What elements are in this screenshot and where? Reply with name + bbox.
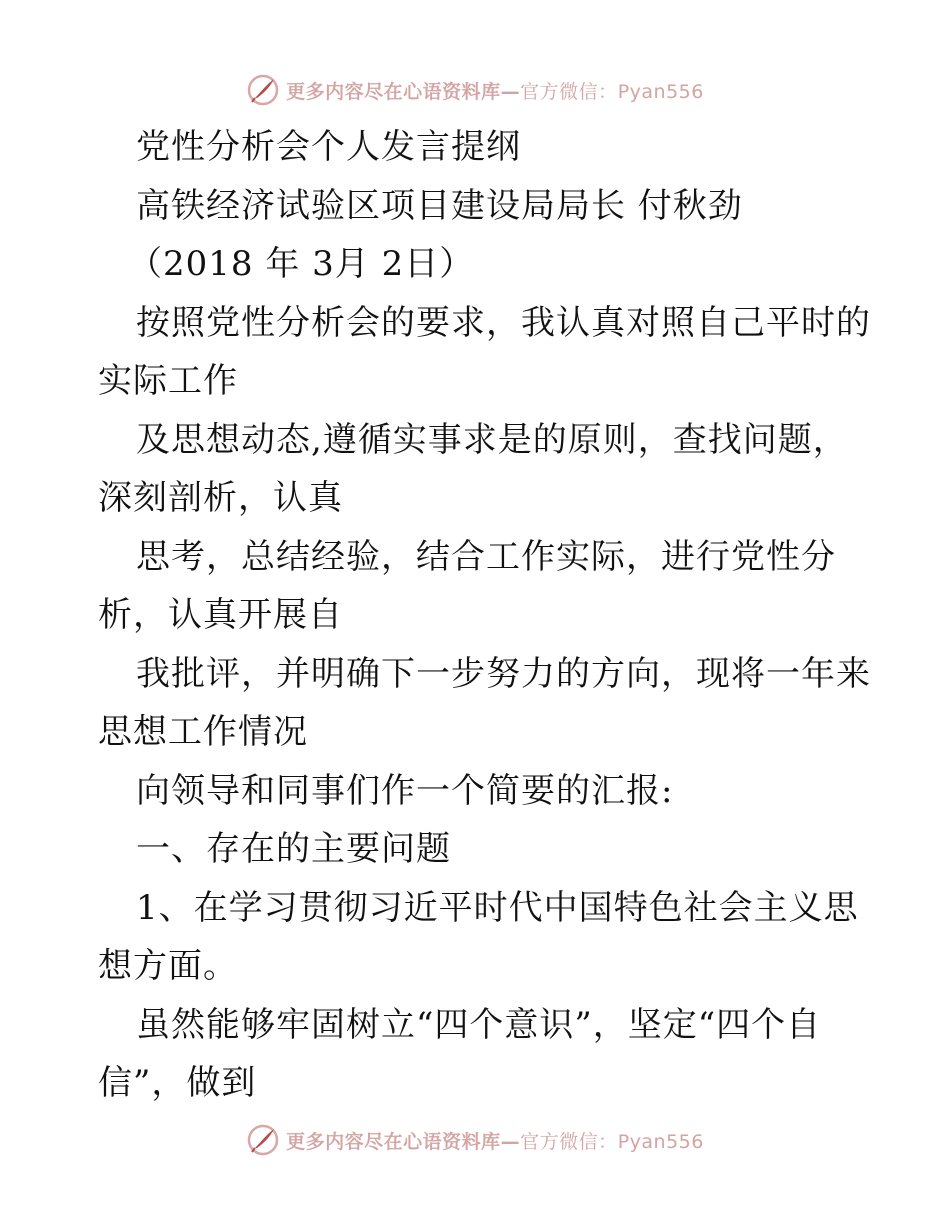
banner-dash: — — [500, 80, 521, 103]
paragraph-line: 析，认真开展自 — [98, 595, 343, 635]
document-title: 党性分析会个人发言提纲 — [136, 127, 521, 167]
banner-wechat-label: 官方微信： — [520, 1130, 618, 1153]
paragraph-line: 想方面。 — [98, 946, 238, 986]
date-line: （2018 年 3月 2日） — [128, 244, 475, 284]
quill-logo-icon — [246, 73, 280, 107]
banner-wechat-label: 官方微信： — [520, 80, 618, 103]
paragraph-line: 思考，总结经验，结合工作实际，进行党性分 — [136, 536, 836, 577]
document-body — [98, 118, 871, 1113]
paragraph-line: 按照党性分析会的要求，我认真对照自己平时的 — [136, 302, 871, 343]
banner-text — [286, 77, 704, 104]
section-heading: 一、存在的主要问题 — [136, 829, 451, 869]
author-line: 高铁经济试验区项目建设局局长 付秋劲 — [136, 185, 743, 226]
banner-brand: 更多内容尽在心语资料库 — [286, 1130, 501, 1153]
paragraph-line: 实际工作 — [98, 361, 238, 401]
footer-watermark-banner — [0, 1120, 950, 1160]
banner-dash: — — [500, 1130, 521, 1153]
paragraph-line: 虽然能够牢固树立“四个意识”，坚定“四个自 — [136, 1004, 822, 1045]
paragraph-line: 向领导和同事们作一个简要的汇报: — [136, 770, 674, 811]
paragraph-line: 思想工作情况 — [98, 712, 308, 752]
banner-text — [286, 1127, 704, 1154]
paragraph-line: 我批评，并明确下一步努力的方向，现将一年来 — [136, 653, 871, 694]
paragraph-line: 深刻剖析，认真 — [98, 478, 343, 518]
quill-logo-icon — [246, 1123, 280, 1157]
paragraph-line: 及思想动态,遵循实事求是的原则，查找问题， — [136, 419, 848, 460]
paragraph-line: 1、在学习贯彻习近平时代中国特色社会主义思 — [136, 887, 859, 928]
paragraph-line: 信”，做到 — [98, 1063, 257, 1103]
banner-wechat-id: Pyan556 — [617, 80, 704, 103]
banner-wechat-id: Pyan556 — [617, 1130, 704, 1153]
banner-brand: 更多内容尽在心语资料库 — [286, 80, 501, 103]
header-watermark-banner — [0, 70, 950, 110]
